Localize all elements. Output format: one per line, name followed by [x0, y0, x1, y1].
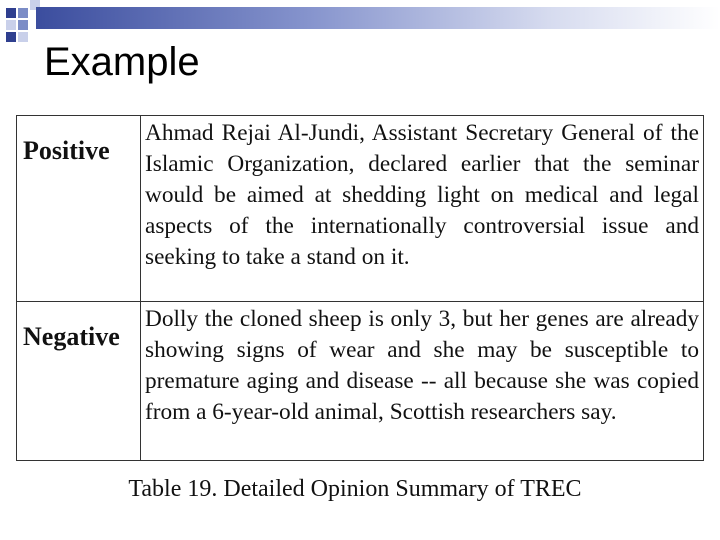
decor-square — [6, 32, 16, 42]
opinion-table — [16, 115, 704, 461]
row-text-negative: Dolly the cloned sheep is only 3, but her genes are already showing signs of wear and she may be susceptible to premature aging and disease -- all because she was copied from a 6-year-old animal, Scottish researchers say. — [145, 306, 699, 425]
table-caption: Table 19. Detailed Opinion Summary of TREC — [128, 476, 582, 502]
decor-square — [6, 20, 16, 30]
row-text-positive: Ahmad Rejai Al-Jundi, Assistant Secretary General of the Islamic Organization, declared earlier that the seminar would be aimed at shedding light on medical and legal aspects of the internationally controversial issue and seeking to take a stand on it. — [141, 116, 703, 302]
decor-square — [18, 8, 28, 18]
slide-title: Example — [44, 40, 200, 84]
row-label-positive: Positive — [17, 116, 141, 302]
decor-square — [6, 8, 16, 18]
row-label-negative: Negative — [17, 302, 141, 460]
decor-square — [18, 20, 28, 30]
decor-square — [18, 32, 28, 42]
header-gradient-bar — [36, 7, 720, 29]
